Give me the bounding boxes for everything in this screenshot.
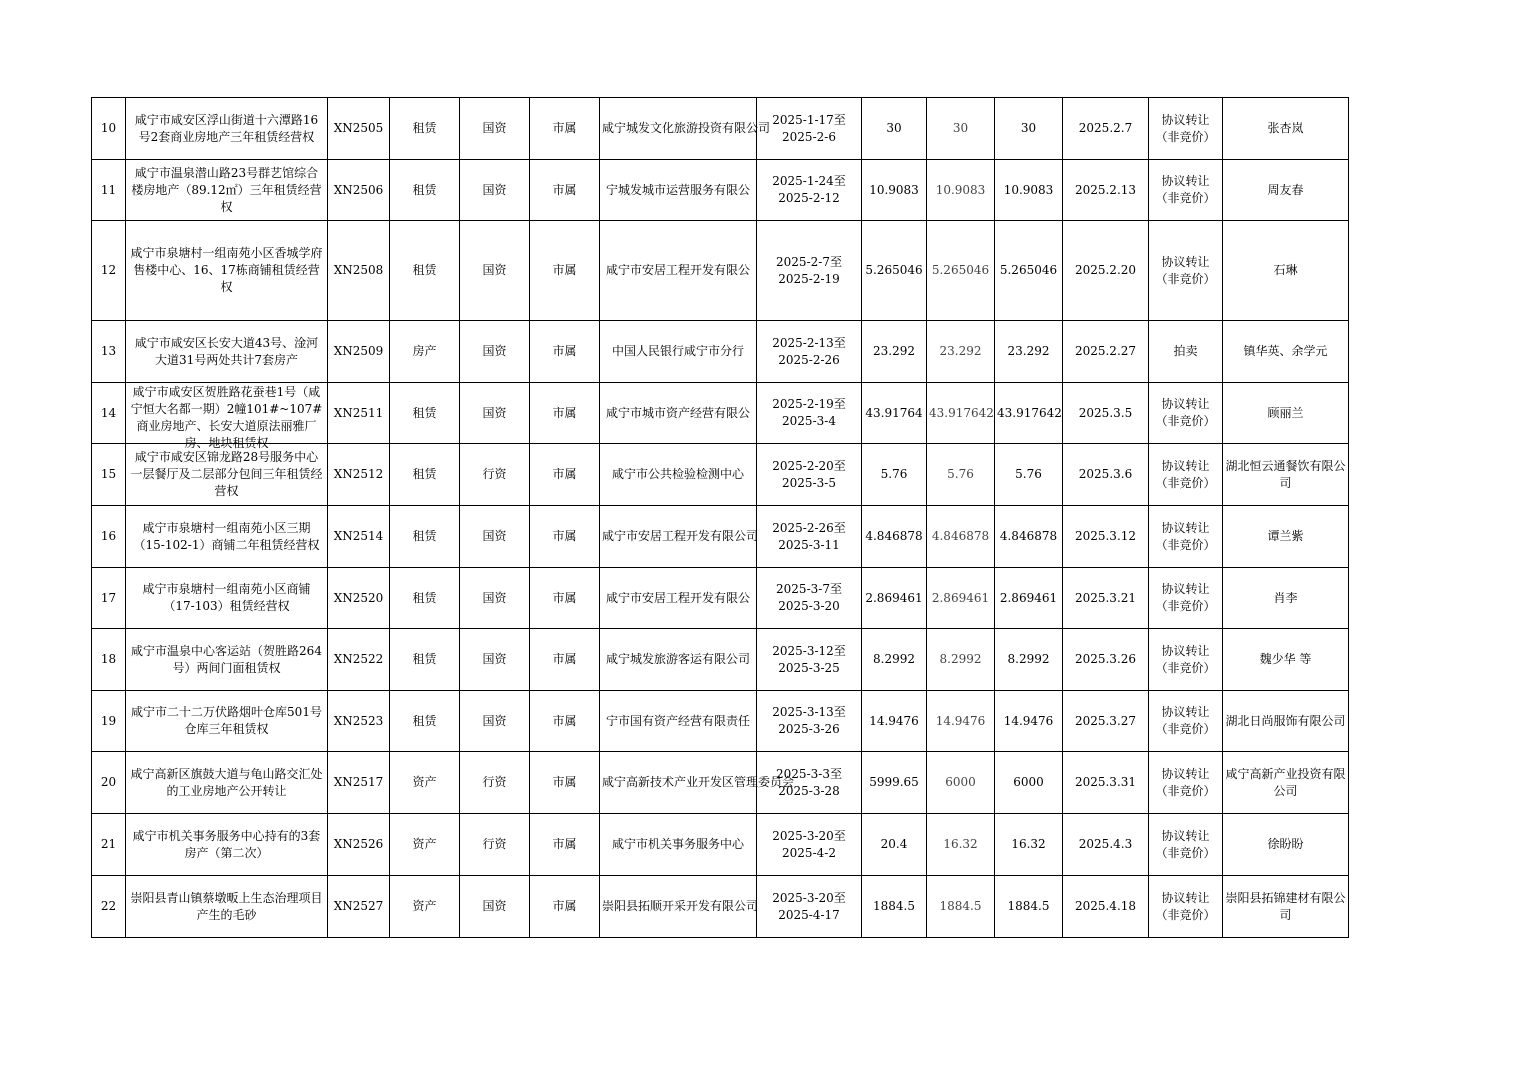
- transferor-cell: 咸宁市安居工程开发有限公司: [600, 506, 757, 568]
- asset-type-cell: 租赁: [390, 629, 460, 691]
- buyer-cell: 魏少华 等: [1223, 629, 1349, 691]
- admin-level-cell: 市属: [530, 752, 600, 814]
- project-name-cell: 咸宁市咸安区贺胜路花蚕巷1号（咸宁恒大名都一期）2幢101#~107#商业房地产、长安大道原法丽雅厂房、地块租赁权: [126, 383, 328, 444]
- project-name-cell: 咸宁市二十二万伏路烟叶仓库501号仓库三年租赁权: [126, 691, 328, 752]
- listing-price-cell: 5999.65: [862, 752, 927, 814]
- admin-level-cell: 市属: [530, 876, 600, 938]
- admin-level-cell: 市属: [530, 383, 600, 444]
- admin-level-cell: 市属: [530, 814, 600, 876]
- deal-date-cell: 2025.3.6: [1063, 444, 1149, 506]
- deal-price-cell: 14.9476: [995, 691, 1063, 752]
- deal-method-cell: 拍卖: [1149, 321, 1223, 383]
- listing-period-cell: 2025-2-20至2025-3-5: [757, 444, 862, 506]
- deal-method-cell: 协议转让（非竞价）: [1149, 752, 1223, 814]
- admin-level-cell: 市属: [530, 221, 600, 321]
- buyer-cell: 肖李: [1223, 568, 1349, 629]
- row-number-cell: 15: [92, 444, 126, 506]
- project-name-cell: 咸宁市温泉潜山路23号群艺馆综合楼房地产（89.12㎡）三年租赁经营权: [126, 160, 328, 221]
- deal-price-cell: 5.76: [995, 444, 1063, 506]
- transferor-cell: 咸宁城发旅游客运有限公司: [600, 629, 757, 691]
- row-number-cell: 19: [92, 691, 126, 752]
- table-row: [92, 383, 1349, 444]
- listing-price-cell: 43.91764: [862, 383, 927, 444]
- admin-level-cell: 市属: [530, 506, 600, 568]
- project-name-cell: 崇阳县青山镇蔡墩畈上生态治理项目产生的毛砂: [126, 876, 328, 938]
- transaction-table: [91, 97, 1349, 938]
- project-name-cell: 咸宁市机关事务服务中心持有的3套房产（第二次）: [126, 814, 328, 876]
- table-row: [92, 691, 1349, 752]
- asset-nature-cell: 行资: [460, 444, 530, 506]
- project-code-cell: XN2512: [328, 444, 390, 506]
- listing-price-cell: 4.846878: [862, 506, 927, 568]
- reserve-price-cell: 6000: [927, 752, 995, 814]
- asset-type-cell: 资产: [390, 876, 460, 938]
- table-row: [92, 752, 1349, 814]
- project-code-cell: XN2509: [328, 321, 390, 383]
- listing-price-cell: 14.9476: [862, 691, 927, 752]
- reserve-price-cell: 43.917642: [927, 383, 995, 444]
- project-name-cell: 咸宁市泉塘村一组南苑小区三期（15-102-1）商铺二年租赁经营权: [126, 506, 328, 568]
- asset-nature-cell: 国资: [460, 221, 530, 321]
- transferor-cell: 宁市国有资产经营有限责任: [600, 691, 757, 752]
- project-code-cell: XN2511: [328, 383, 390, 444]
- reserve-price-cell: 1884.5: [927, 876, 995, 938]
- asset-nature-cell: 国资: [460, 383, 530, 444]
- deal-price-cell: 10.9083: [995, 160, 1063, 221]
- row-number-cell: 18: [92, 629, 126, 691]
- deal-method-cell: 协议转让（非竞价）: [1149, 629, 1223, 691]
- deal-date-cell: 2025.3.27: [1063, 691, 1149, 752]
- table-row: [92, 221, 1349, 321]
- listing-price-cell: 5.265046: [862, 221, 927, 321]
- buyer-cell: 徐盼盼: [1223, 814, 1349, 876]
- listing-price-cell: 1884.5: [862, 876, 927, 938]
- table-row: [92, 506, 1349, 568]
- asset-type-cell: 房产: [390, 321, 460, 383]
- reserve-price-cell: 23.292: [927, 321, 995, 383]
- deal-date-cell: 2025.3.26: [1063, 629, 1149, 691]
- asset-nature-cell: 国资: [460, 629, 530, 691]
- table-row: [92, 321, 1349, 383]
- deal-method-cell: 协议转让（非竞价）: [1149, 98, 1223, 160]
- asset-type-cell: 租赁: [390, 98, 460, 160]
- asset-nature-cell: 国资: [460, 506, 530, 568]
- listing-period-cell: 2025-3-7至2025-3-20: [757, 568, 862, 629]
- transferor-cell: 咸宁市安居工程开发有限公: [600, 568, 757, 629]
- table-body: [92, 98, 1349, 938]
- admin-level-cell: 市属: [530, 691, 600, 752]
- transferor-cell: 咸宁市安居工程开发有限公: [600, 221, 757, 321]
- project-code-cell: XN2522: [328, 629, 390, 691]
- project-name-cell: 咸宁市咸安区长安大道43号、淦河大道31号两处共计7套房产: [126, 321, 328, 383]
- project-name-cell: 咸宁市泉塘村一组南苑小区香城学府售楼中心、16、17栋商铺租赁经营权: [126, 221, 328, 321]
- deal-price-cell: 16.32: [995, 814, 1063, 876]
- project-code-cell: XN2505: [328, 98, 390, 160]
- buyer-cell: 石琳: [1223, 221, 1349, 321]
- transferor-cell: 咸宁市公共检验检测中心: [600, 444, 757, 506]
- deal-method-cell: 协议转让（非竞价）: [1149, 506, 1223, 568]
- asset-type-cell: 租赁: [390, 383, 460, 444]
- listing-period-cell: 2025-2-26至2025-3-11: [757, 506, 862, 568]
- deal-method-cell: 协议转让（非竞价）: [1149, 876, 1223, 938]
- asset-nature-cell: 国资: [460, 876, 530, 938]
- table-row: [92, 568, 1349, 629]
- row-number-cell: 22: [92, 876, 126, 938]
- admin-level-cell: 市属: [530, 568, 600, 629]
- row-number-cell: 10: [92, 98, 126, 160]
- deal-method-cell: 协议转让（非竞价）: [1149, 691, 1223, 752]
- project-code-cell: XN2514: [328, 506, 390, 568]
- listing-period-cell: 2025-1-24至2025-2-12: [757, 160, 862, 221]
- admin-level-cell: 市属: [530, 321, 600, 383]
- deal-method-cell: 协议转让（非竞价）: [1149, 814, 1223, 876]
- project-name-cell: 咸宁市温泉中心客运站（贺胜路264号）两间门面租赁权: [126, 629, 328, 691]
- listing-period-cell: 2025-3-12至2025-3-25: [757, 629, 862, 691]
- table-row: [92, 160, 1349, 221]
- admin-level-cell: 市属: [530, 98, 600, 160]
- buyer-cell: 张杏岚: [1223, 98, 1349, 160]
- reserve-price-cell: 4.846878: [927, 506, 995, 568]
- row-number-cell: 14: [92, 383, 126, 444]
- deal-price-cell: 23.292: [995, 321, 1063, 383]
- listing-period-cell: 2025-3-3至2025-3-28: [757, 752, 862, 814]
- admin-level-cell: 市属: [530, 160, 600, 221]
- reserve-price-cell: 8.2992: [927, 629, 995, 691]
- asset-nature-cell: 国资: [460, 98, 530, 160]
- asset-type-cell: 租赁: [390, 691, 460, 752]
- deal-method-cell: 协议转让（非竞价）: [1149, 444, 1223, 506]
- deal-method-cell: 协议转让（非竞价）: [1149, 568, 1223, 629]
- project-name-cell: 咸宁市咸安区浮山街道十六潭路16号2套商业房地产三年租赁经营权: [126, 98, 328, 160]
- asset-nature-cell: 行资: [460, 752, 530, 814]
- transferor-cell: 咸宁市机关事务服务中心: [600, 814, 757, 876]
- project-name-cell: 咸宁市咸安区锦龙路28号服务中心一层餐厅及二层部分包间三年租赁经营权: [126, 444, 328, 506]
- buyer-cell: 崇阳县拓锦建材有限公司: [1223, 876, 1349, 938]
- deal-price-cell: 6000: [995, 752, 1063, 814]
- row-number-cell: 11: [92, 160, 126, 221]
- reserve-price-cell: 16.32: [927, 814, 995, 876]
- admin-level-cell: 市属: [530, 444, 600, 506]
- deal-price-cell: 1884.5: [995, 876, 1063, 938]
- table-row: [92, 876, 1349, 938]
- listing-price-cell: 8.2992: [862, 629, 927, 691]
- deal-date-cell: 2025.3.21: [1063, 568, 1149, 629]
- transferor-cell: 宁城发城市运营服务有限公: [600, 160, 757, 221]
- table-row: [92, 629, 1349, 691]
- listing-price-cell: 30: [862, 98, 927, 160]
- buyer-cell: 镇华英、余学元: [1223, 321, 1349, 383]
- project-code-cell: XN2520: [328, 568, 390, 629]
- deal-price-cell: 30: [995, 98, 1063, 160]
- row-number-cell: 20: [92, 752, 126, 814]
- reserve-price-cell: 14.9476: [927, 691, 995, 752]
- reserve-price-cell: 5.265046: [927, 221, 995, 321]
- row-number-cell: 13: [92, 321, 126, 383]
- listing-period-cell: 2025-1-17至2025-2-6: [757, 98, 862, 160]
- asset-nature-cell: 国资: [460, 321, 530, 383]
- deal-date-cell: 2025.4.3: [1063, 814, 1149, 876]
- asset-type-cell: 租赁: [390, 444, 460, 506]
- asset-type-cell: 租赁: [390, 568, 460, 629]
- project-name-cell: 咸宁高新区旗鼓大道与龟山路交汇处的工业房地产公开转让: [126, 752, 328, 814]
- asset-nature-cell: 国资: [460, 160, 530, 221]
- asset-nature-cell: 国资: [460, 568, 530, 629]
- listing-period-cell: 2025-2-13至2025-2-26: [757, 321, 862, 383]
- asset-type-cell: 资产: [390, 752, 460, 814]
- transferor-cell: 崇阳县拓顺开采开发有限公司: [600, 876, 757, 938]
- asset-nature-cell: 行资: [460, 814, 530, 876]
- listing-period-cell: 2025-2-7至2025-2-19: [757, 221, 862, 321]
- row-number-cell: 17: [92, 568, 126, 629]
- listing-price-cell: 23.292: [862, 321, 927, 383]
- project-code-cell: XN2527: [328, 876, 390, 938]
- project-code-cell: XN2523: [328, 691, 390, 752]
- buyer-cell: 湖北日尚服饰有限公司: [1223, 691, 1349, 752]
- deal-date-cell: 2025.2.20: [1063, 221, 1149, 321]
- reserve-price-cell: 10.9083: [927, 160, 995, 221]
- table-row: [92, 444, 1349, 506]
- deal-date-cell: 2025.4.18: [1063, 876, 1149, 938]
- deal-date-cell: 2025.3.5: [1063, 383, 1149, 444]
- table-row: [92, 98, 1349, 160]
- asset-nature-cell: 国资: [460, 691, 530, 752]
- listing-price-cell: 20.4: [862, 814, 927, 876]
- project-code-cell: XN2506: [328, 160, 390, 221]
- asset-type-cell: 资产: [390, 814, 460, 876]
- transferor-cell: 咸宁市城市资产经营有限公: [600, 383, 757, 444]
- transferor-cell: 中国人民银行咸宁市分行: [600, 321, 757, 383]
- buyer-cell: 顾丽兰: [1223, 383, 1349, 444]
- row-number-cell: 16: [92, 506, 126, 568]
- buyer-cell: 咸宁高新产业投资有限公司: [1223, 752, 1349, 814]
- table-row: [92, 814, 1349, 876]
- buyer-cell: 周友春: [1223, 160, 1349, 221]
- project-code-cell: XN2517: [328, 752, 390, 814]
- asset-type-cell: 租赁: [390, 221, 460, 321]
- listing-price-cell: 2.869461: [862, 568, 927, 629]
- project-code-cell: XN2508: [328, 221, 390, 321]
- deal-price-cell: 43.917642: [995, 383, 1063, 444]
- row-number-cell: 21: [92, 814, 126, 876]
- deal-method-cell: 协议转让（非竞价）: [1149, 221, 1223, 321]
- row-number-cell: 12: [92, 221, 126, 321]
- deal-price-cell: 2.869461: [995, 568, 1063, 629]
- deal-date-cell: 2025.2.7: [1063, 98, 1149, 160]
- listing-price-cell: 10.9083: [862, 160, 927, 221]
- listing-price-cell: 5.76: [862, 444, 927, 506]
- transferor-cell: 咸宁城发文化旅游投资有限公司: [600, 98, 757, 160]
- asset-type-cell: 租赁: [390, 160, 460, 221]
- project-name-cell: 咸宁市泉塘村一组南苑小区商铺（17-103）租赁经营权: [126, 568, 328, 629]
- deal-date-cell: 2025.3.31: [1063, 752, 1149, 814]
- reserve-price-cell: 30: [927, 98, 995, 160]
- listing-period-cell: 2025-3-20至2025-4-17: [757, 876, 862, 938]
- deal-date-cell: 2025.2.13: [1063, 160, 1149, 221]
- deal-price-cell: 4.846878: [995, 506, 1063, 568]
- reserve-price-cell: 2.869461: [927, 568, 995, 629]
- listing-period-cell: 2025-3-13至2025-3-26: [757, 691, 862, 752]
- listing-period-cell: 2025-2-19至2025-3-4: [757, 383, 862, 444]
- transferor-cell: 咸宁高新技术产业开发区管理委员会: [600, 752, 757, 814]
- asset-type-cell: 租赁: [390, 506, 460, 568]
- admin-level-cell: 市属: [530, 629, 600, 691]
- project-code-cell: XN2526: [328, 814, 390, 876]
- reserve-price-cell: 5.76: [927, 444, 995, 506]
- deal-price-cell: 8.2992: [995, 629, 1063, 691]
- listing-period-cell: 2025-3-20至2025-4-2: [757, 814, 862, 876]
- buyer-cell: 湖北恒云通餐饮有限公司: [1223, 444, 1349, 506]
- deal-date-cell: 2025.3.12: [1063, 506, 1149, 568]
- buyer-cell: 谭兰紫: [1223, 506, 1349, 568]
- deal-date-cell: 2025.2.27: [1063, 321, 1149, 383]
- deal-price-cell: 5.265046: [995, 221, 1063, 321]
- deal-method-cell: 协议转让（非竞价）: [1149, 160, 1223, 221]
- deal-method-cell: 协议转让（非竞价）: [1149, 383, 1223, 444]
